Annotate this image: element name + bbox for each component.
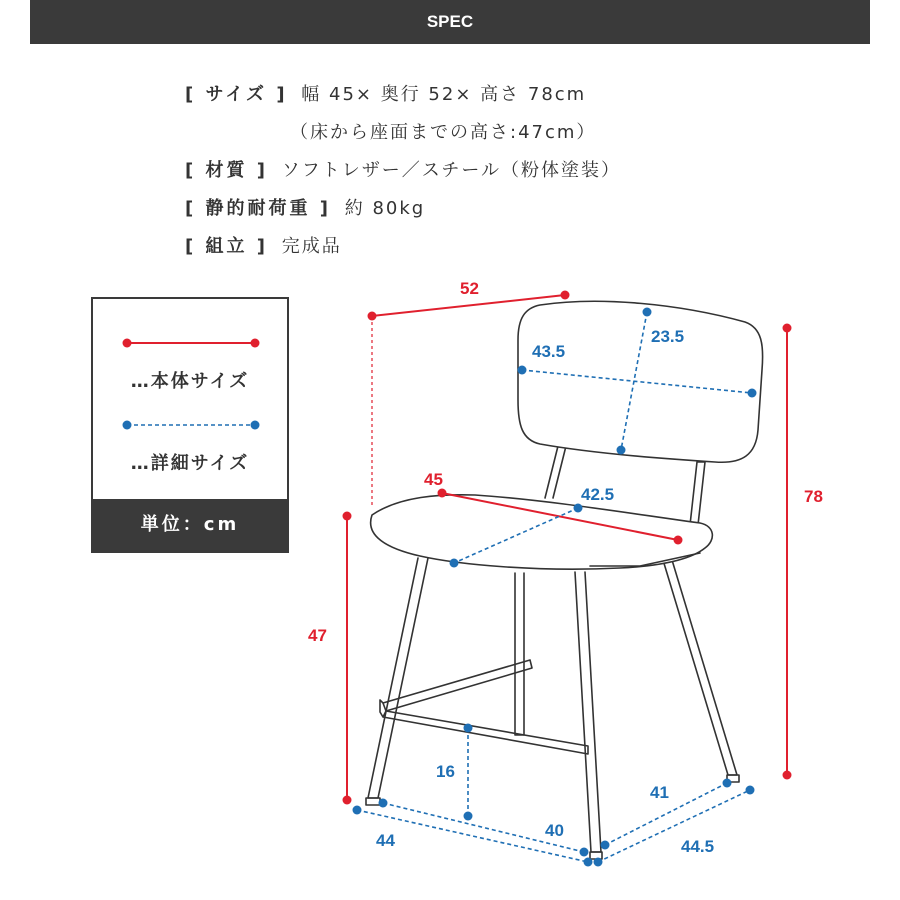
spec-assembly-value: 完成品 xyxy=(281,236,342,257)
leg-front-left xyxy=(368,558,428,798)
legend-body-size-label: …本体サイズ xyxy=(130,371,250,392)
leg-front-right xyxy=(575,572,601,852)
back-height-label: 23.5 xyxy=(651,327,685,346)
chair-illustration xyxy=(366,301,763,859)
spec-material-value: ソフトレザー／スチール（粉体塗装） xyxy=(281,160,622,181)
footrest-height-label: 16 xyxy=(436,762,455,781)
base-inner-side-label: 41 xyxy=(650,783,669,802)
base-side-label: 44.5 xyxy=(681,837,715,856)
height-dimension-line xyxy=(783,324,792,780)
leg-back-left xyxy=(515,573,524,735)
seat xyxy=(371,495,713,569)
spec-size-label: [ サイズ ] xyxy=(185,84,288,105)
base-side-dimension-line xyxy=(594,786,755,867)
width-label: 45 xyxy=(424,470,443,489)
backrest xyxy=(518,301,763,462)
footrest-height-dimension-line xyxy=(464,724,473,821)
legend-detail-size-label: …詳細サイズ xyxy=(130,453,250,474)
spec-seat-height-note: （床から座面までの高さ:47cm） xyxy=(290,122,597,143)
base-inner-front-label: 40 xyxy=(545,821,564,840)
height-label: 78 xyxy=(804,487,823,506)
depth-label: 52 xyxy=(460,279,479,298)
foot-front-left xyxy=(366,798,380,805)
spec-material-label: [ 材質 ] xyxy=(185,160,268,181)
spec-size-value: 幅 45× 奥行 52× 高さ 78cm xyxy=(301,84,587,105)
base-front-label: 44 xyxy=(376,831,395,850)
back-support-right xyxy=(690,462,705,525)
legend-unit-label: 単位：cm xyxy=(93,499,287,551)
spec-load-label: [ 静的耐荷重 ] xyxy=(185,198,331,219)
back-support-left xyxy=(545,446,566,498)
footrest xyxy=(380,660,588,754)
leg-back-right xyxy=(663,560,737,775)
foot-front-right xyxy=(590,852,602,859)
spec-assembly-label: [ 組立 ] xyxy=(185,236,268,257)
seat-height-label: 47 xyxy=(308,626,327,645)
spec-load-value: 約 80kg xyxy=(344,198,426,219)
seat-height-dimension-line xyxy=(343,512,352,805)
back-width-label: 43.5 xyxy=(532,342,566,361)
spec-header: SPEC xyxy=(30,0,870,44)
seat-depth-label: 42.5 xyxy=(581,485,615,504)
